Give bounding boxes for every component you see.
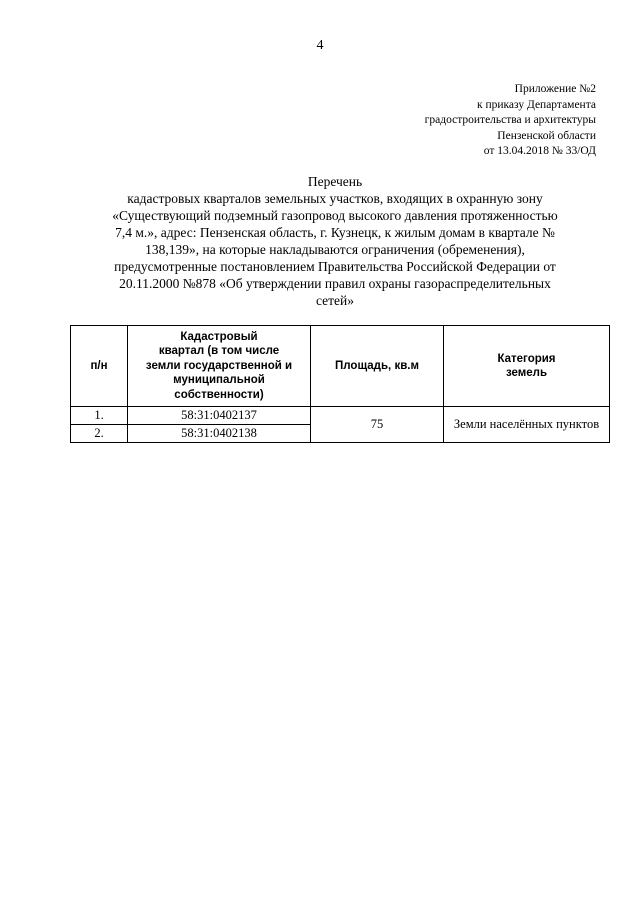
table-header-row — [71, 326, 610, 407]
appendix-line: к приказу Департамента — [477, 98, 596, 111]
appendix-line: от 13.04.2018 № 33/ОД — [483, 145, 596, 157]
row-num: 2. — [71, 425, 128, 443]
page-number: 4 — [316, 38, 324, 53]
header-quarter-line: квартал (в том числе — [158, 345, 280, 358]
appendix-header — [425, 82, 596, 160]
title-line: предусмотренные постановлением Правительства Российской Федерации от — [114, 259, 556, 274]
header-quarter-line: Кадастровый — [180, 330, 258, 343]
table-row — [71, 407, 610, 425]
document-title — [70, 173, 600, 309]
header-quarter-line: собственности) — [174, 388, 264, 401]
header-category — [444, 326, 610, 407]
title-line: 7,4 м.», адрес: Пензенская область, г. Кузнецк, к жилым домам в квартале № — [115, 225, 555, 240]
header-num: п/н — [71, 326, 128, 407]
header-quarter-line: земли государственной и — [145, 359, 293, 372]
title-line: «Существующий подземный газопровод высокого давления протяженностью — [112, 208, 558, 223]
header-quarter-line: муниципальной — [173, 374, 265, 387]
row-quarter: 58:31:0402137 — [128, 407, 311, 425]
row-num: 1. — [71, 407, 128, 425]
title-heading: Перечень — [307, 174, 363, 189]
area-value: 75 — [311, 407, 444, 443]
title-line: 138,139», на которые накладываются ограничения (обременения), — [145, 242, 525, 257]
appendix-line: Приложение №2 — [514, 83, 596, 95]
appendix-line: Пензенской области — [497, 129, 596, 142]
header-category-line: земель — [505, 367, 548, 379]
title-line: 20.11.2000 №878 «Об утверждении правил охраны газораспределительных — [119, 276, 551, 291]
header-quarter — [128, 326, 311, 407]
title-line: кадастровых кварталов земельных участков, входящих в охранную зону — [127, 191, 543, 206]
header-area: Площадь, кв.м — [311, 326, 444, 407]
cadastral-table — [70, 325, 610, 443]
title-line: сетей» — [315, 293, 354, 308]
appendix-line: градостроительства и архитектуры — [424, 114, 596, 126]
header-category-line: Категория — [497, 352, 556, 365]
category-value: Земли населённых пунктов — [444, 407, 610, 443]
row-quarter: 58:31:0402138 — [128, 425, 311, 443]
